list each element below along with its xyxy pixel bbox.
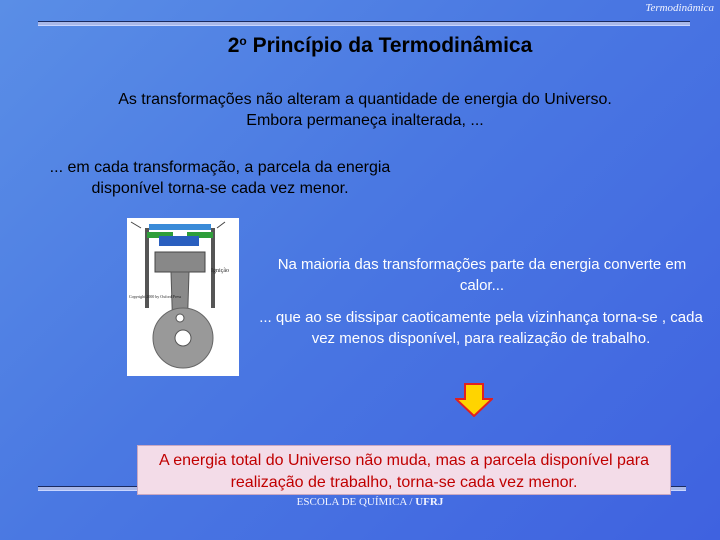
conclusion-callout: A energia total do Universo não muda, mas a parcela disponível para realização de trabalho, torna-se cada vez menor. — [137, 445, 671, 495]
paragraph-heat-conversion: Na maioria das transformações parte da energia converte em calor... — [277, 256, 687, 294]
title-ordinal-sup: o — [239, 34, 247, 48]
engine-caption: Copyright 2000 by Oxford Press — [129, 294, 182, 299]
footer-university: UFRJ — [415, 496, 444, 508]
title-text: Princípio da Termodinâmica — [246, 34, 533, 57]
engine-illustration — [127, 218, 239, 376]
engine-diagram — [127, 218, 239, 376]
footer-institution — [250, 496, 490, 508]
page-title — [0, 34, 720, 58]
footer-school: ESCOLA DE QUÍMICA / — [296, 496, 416, 508]
paragraph-energy-conservation: As transformações não alteram a quantidade de energia do Universo. Embora permaneça inalterada, ... — [118, 91, 612, 129]
down-arrow-icon — [455, 383, 493, 417]
top-divider — [38, 21, 690, 26]
engine-ignition-label: Ignição — [211, 268, 229, 274]
header-subject: Termodinâmica — [645, 2, 714, 14]
title-ordinal: 2 — [227, 34, 240, 57]
paragraph-dissipation: ... que ao se dissipar caoticamente pela vizinhança torna-se , cada vez menos disponível, para realização de trabalho. — [259, 309, 703, 347]
paragraph-available-energy: ... em cada transformação, a parcela da energia disponível torna-se cada vez menor. — [49, 159, 391, 197]
